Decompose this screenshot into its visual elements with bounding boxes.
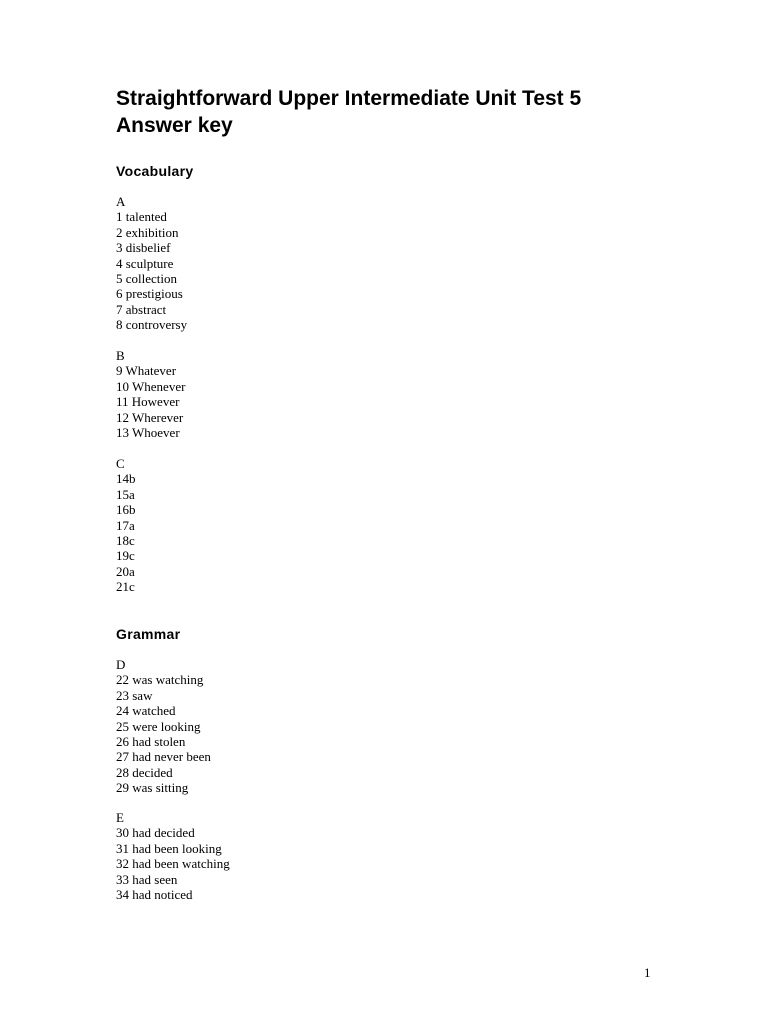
section-d-label: D <box>116 657 126 672</box>
answer-item: 4 sculpture <box>116 255 174 271</box>
answer-item: 33 had seen <box>116 871 178 887</box>
section-a-label: A <box>116 194 126 209</box>
section-a <box>116 194 187 333</box>
answer-item: 16b <box>116 502 136 518</box>
answer-item: 11 However <box>116 394 180 410</box>
answer-item: 10 Whenever <box>116 378 186 394</box>
page-title <box>116 85 716 139</box>
section-c <box>116 456 136 595</box>
answer-item: 12 Wherever <box>116 409 184 425</box>
section-c-label: C <box>116 456 125 471</box>
answer-item: 14b <box>116 471 136 487</box>
vocabulary-heading: Vocabulary <box>116 163 194 179</box>
title-line-1: Straightforward Upper Intermediate Unit Test 5 <box>116 87 582 110</box>
answer-item: 20a <box>116 563 135 579</box>
answer-item: 31 had been looking <box>116 840 222 856</box>
answer-item: 26 had stolen <box>116 734 186 750</box>
answer-item: 34 had noticed <box>116 887 193 903</box>
answer-item: 24 watched <box>116 703 176 719</box>
answer-item: 7 abstract <box>116 301 167 317</box>
answer-item: 1 talented <box>116 209 167 225</box>
section-b-label: B <box>116 348 125 363</box>
answer-item: 13 Whoever <box>116 425 180 441</box>
section-d <box>116 657 211 796</box>
section-e <box>116 810 230 902</box>
answer-item: 6 prestigious <box>116 286 183 302</box>
section-b <box>116 348 185 440</box>
title-line-2: Answer key <box>116 114 233 137</box>
answer-item: 27 had never been <box>116 749 211 765</box>
answer-item: 21c <box>116 579 135 595</box>
answer-item: 15a <box>116 486 135 502</box>
answer-item: 23 saw <box>116 687 153 703</box>
answer-item: 2 exhibition <box>116 224 179 240</box>
answer-item: 30 had decided <box>116 825 195 841</box>
answer-item: 22 was watching <box>116 672 204 688</box>
answer-item: 18c <box>116 533 135 549</box>
answer-item: 8 controversy <box>116 317 188 333</box>
section-e-label: E <box>116 810 124 825</box>
answer-item: 17a <box>116 517 135 533</box>
answer-item: 5 collection <box>116 271 178 287</box>
answer-item: 29 was sitting <box>116 780 189 796</box>
answer-item: 25 were looking <box>116 718 201 734</box>
answer-item: 19c <box>116 548 135 564</box>
page-number: 1 <box>644 965 651 980</box>
answer-item: 28 decided <box>116 764 173 780</box>
answer-item: 32 had been watching <box>116 856 230 872</box>
answer-item: 9 Whatever <box>116 363 177 379</box>
grammar-heading: Grammar <box>116 626 181 642</box>
answer-item: 3 disbelief <box>116 240 171 256</box>
